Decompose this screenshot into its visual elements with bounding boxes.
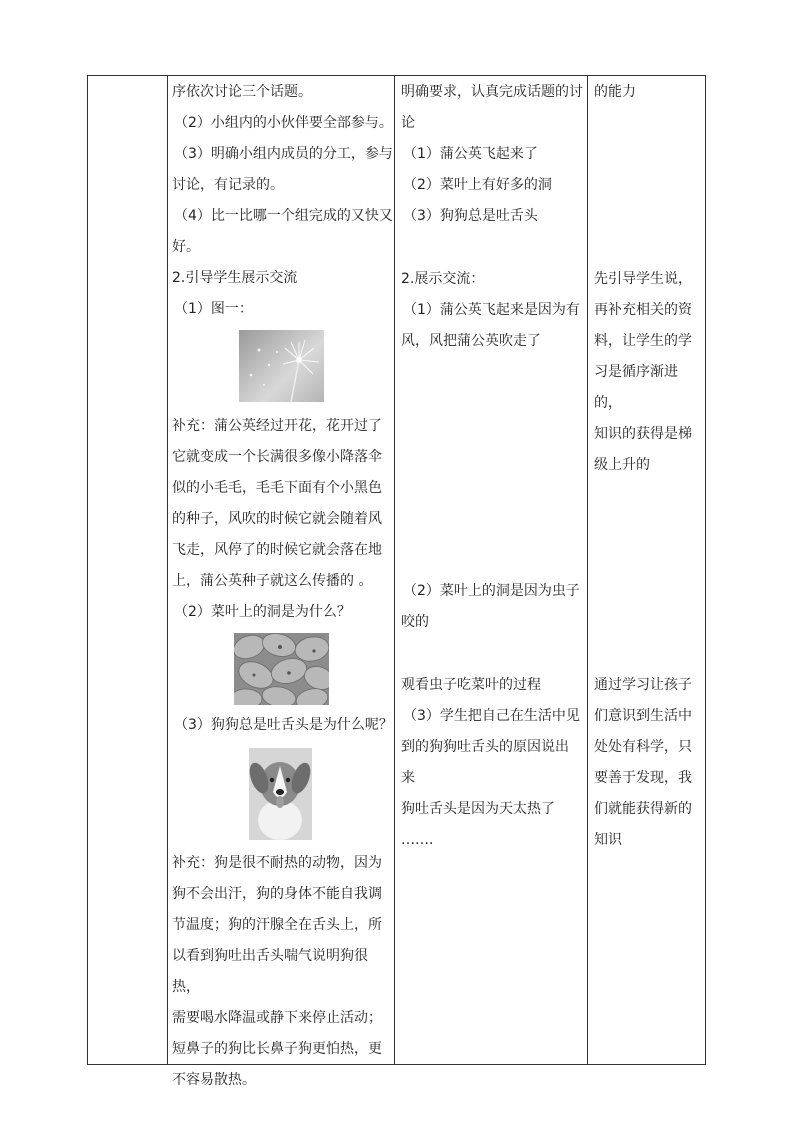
text-line: 先引导学生说， [594,271,692,287]
text-line: 观看虫子吃菜叶的过程 [401,677,541,693]
student-activity-leaf [401,576,584,638]
text-line: （1）图一： [174,301,253,317]
text-line: 的种子，风吹的时候它就会随着风 [172,511,382,527]
design-intent-mid [594,264,704,481]
text-line: 明确要求，认真完成话题的讨 [401,84,583,100]
dandelion-image [239,330,324,402]
text-line: （2）菜叶上的洞是为什么？ [174,604,351,620]
text-line: 习是循序渐进的， [594,364,678,411]
text-line: 知识 [594,832,622,848]
text-line: 到的狗狗吐舌头的原因说出 [401,739,569,755]
column-divider [587,75,588,1065]
text-line: 咬的 [401,614,429,630]
column-divider [167,75,168,1065]
text-line: （3）狗狗总是吐舌头 [403,208,538,224]
text-line: 风，风把蒲公英吹走了 [401,333,541,349]
text-line: 再补充相关的资 [594,302,692,318]
text-line: 们意识到生活中 [594,708,692,724]
text-line: （3）明确小组内成员的分工，参与 [174,146,393,162]
text-line: 不容易散热。 [172,1072,256,1088]
text-line: 通过学习让孩子 [594,677,692,693]
text-line: 要善于发现，我 [594,770,692,786]
leaves-image [234,633,329,705]
student-activity-bottom [401,670,584,856]
text-line: 上，蒲公英种子就这么传播的 。 [172,573,373,589]
text-line: 讨论，有记录的。 [172,177,284,193]
text-line: 们就能获得新的 [594,801,692,817]
text-line: 狗不会出汗，狗的身体不能自我调 [172,886,382,902]
dog-image [249,748,312,840]
text-line: 它就变成一个长满很多像小降落伞 [172,449,382,465]
student-activity-top [401,77,584,232]
text-line: 料，让学生的学 [594,333,692,349]
text-line: 处处有科学，只 [594,739,692,755]
design-intent-top [594,77,704,108]
text-line: 需要喝水降温或静下来停止活动； [172,1010,382,1026]
dog-supplement [172,848,394,1096]
text-line: 以看到狗吐出舌头喘气说明狗很热， [172,948,368,995]
text-line: （3）学生把自己在生活中见 [403,708,580,724]
text-line: （3）狗狗总是吐舌头是为什么呢？ [174,717,393,733]
dog-question [172,710,394,741]
text-line: （2）菜叶上的洞是因为虫子 [403,583,580,599]
text-line: 飞走，风停了的时候它就会落在地 [172,542,382,558]
text-line: （2）小组内的小伙伴要全部参与。 [174,115,393,131]
design-intent-bottom [594,670,704,856]
text-line: 论 [401,115,415,131]
text-line: 来 [401,770,415,786]
text-line: （4）比一比哪一个组完成的又快又 [174,208,393,224]
text-line: 补充：蒲公英经过开花，花开过了 [172,418,382,434]
text-line: （1）蒲公英飞起来是因为有 [403,302,580,318]
student-activity-mid [401,264,584,357]
text-line: 级上升的 [594,457,650,473]
text-line: 2.展示交流： [401,271,485,287]
text-line: 好。 [172,239,200,255]
text-line: （1）蒲公英飞起来了 [403,146,538,162]
text-line: ……. [401,832,434,848]
text-line: 的能力 [594,84,636,100]
text-line: 序依次讨论三个话题。 [172,84,312,100]
teacher-activity-top [172,77,394,325]
text-line: 2.引导学生展示交流 [172,270,298,286]
dandelion-supplement [172,411,394,628]
text-line: 短鼻子的狗比长鼻子狗更怕热，更 [172,1041,382,1057]
text-line: 知识的获得是梯 [594,426,692,442]
text-line: 狗吐舌头是因为天太热了 [401,801,555,817]
text-line: （2）菜叶上有好多的洞 [403,177,552,193]
text-line: 补充：狗是很不耐热的动物，因为 [172,855,382,871]
text-line: 似的小毛毛，毛毛下面有个小黑色 [172,480,382,496]
column-divider [394,75,395,1065]
text-line: 节温度；狗的汗腺全在舌头上，所 [172,917,382,933]
